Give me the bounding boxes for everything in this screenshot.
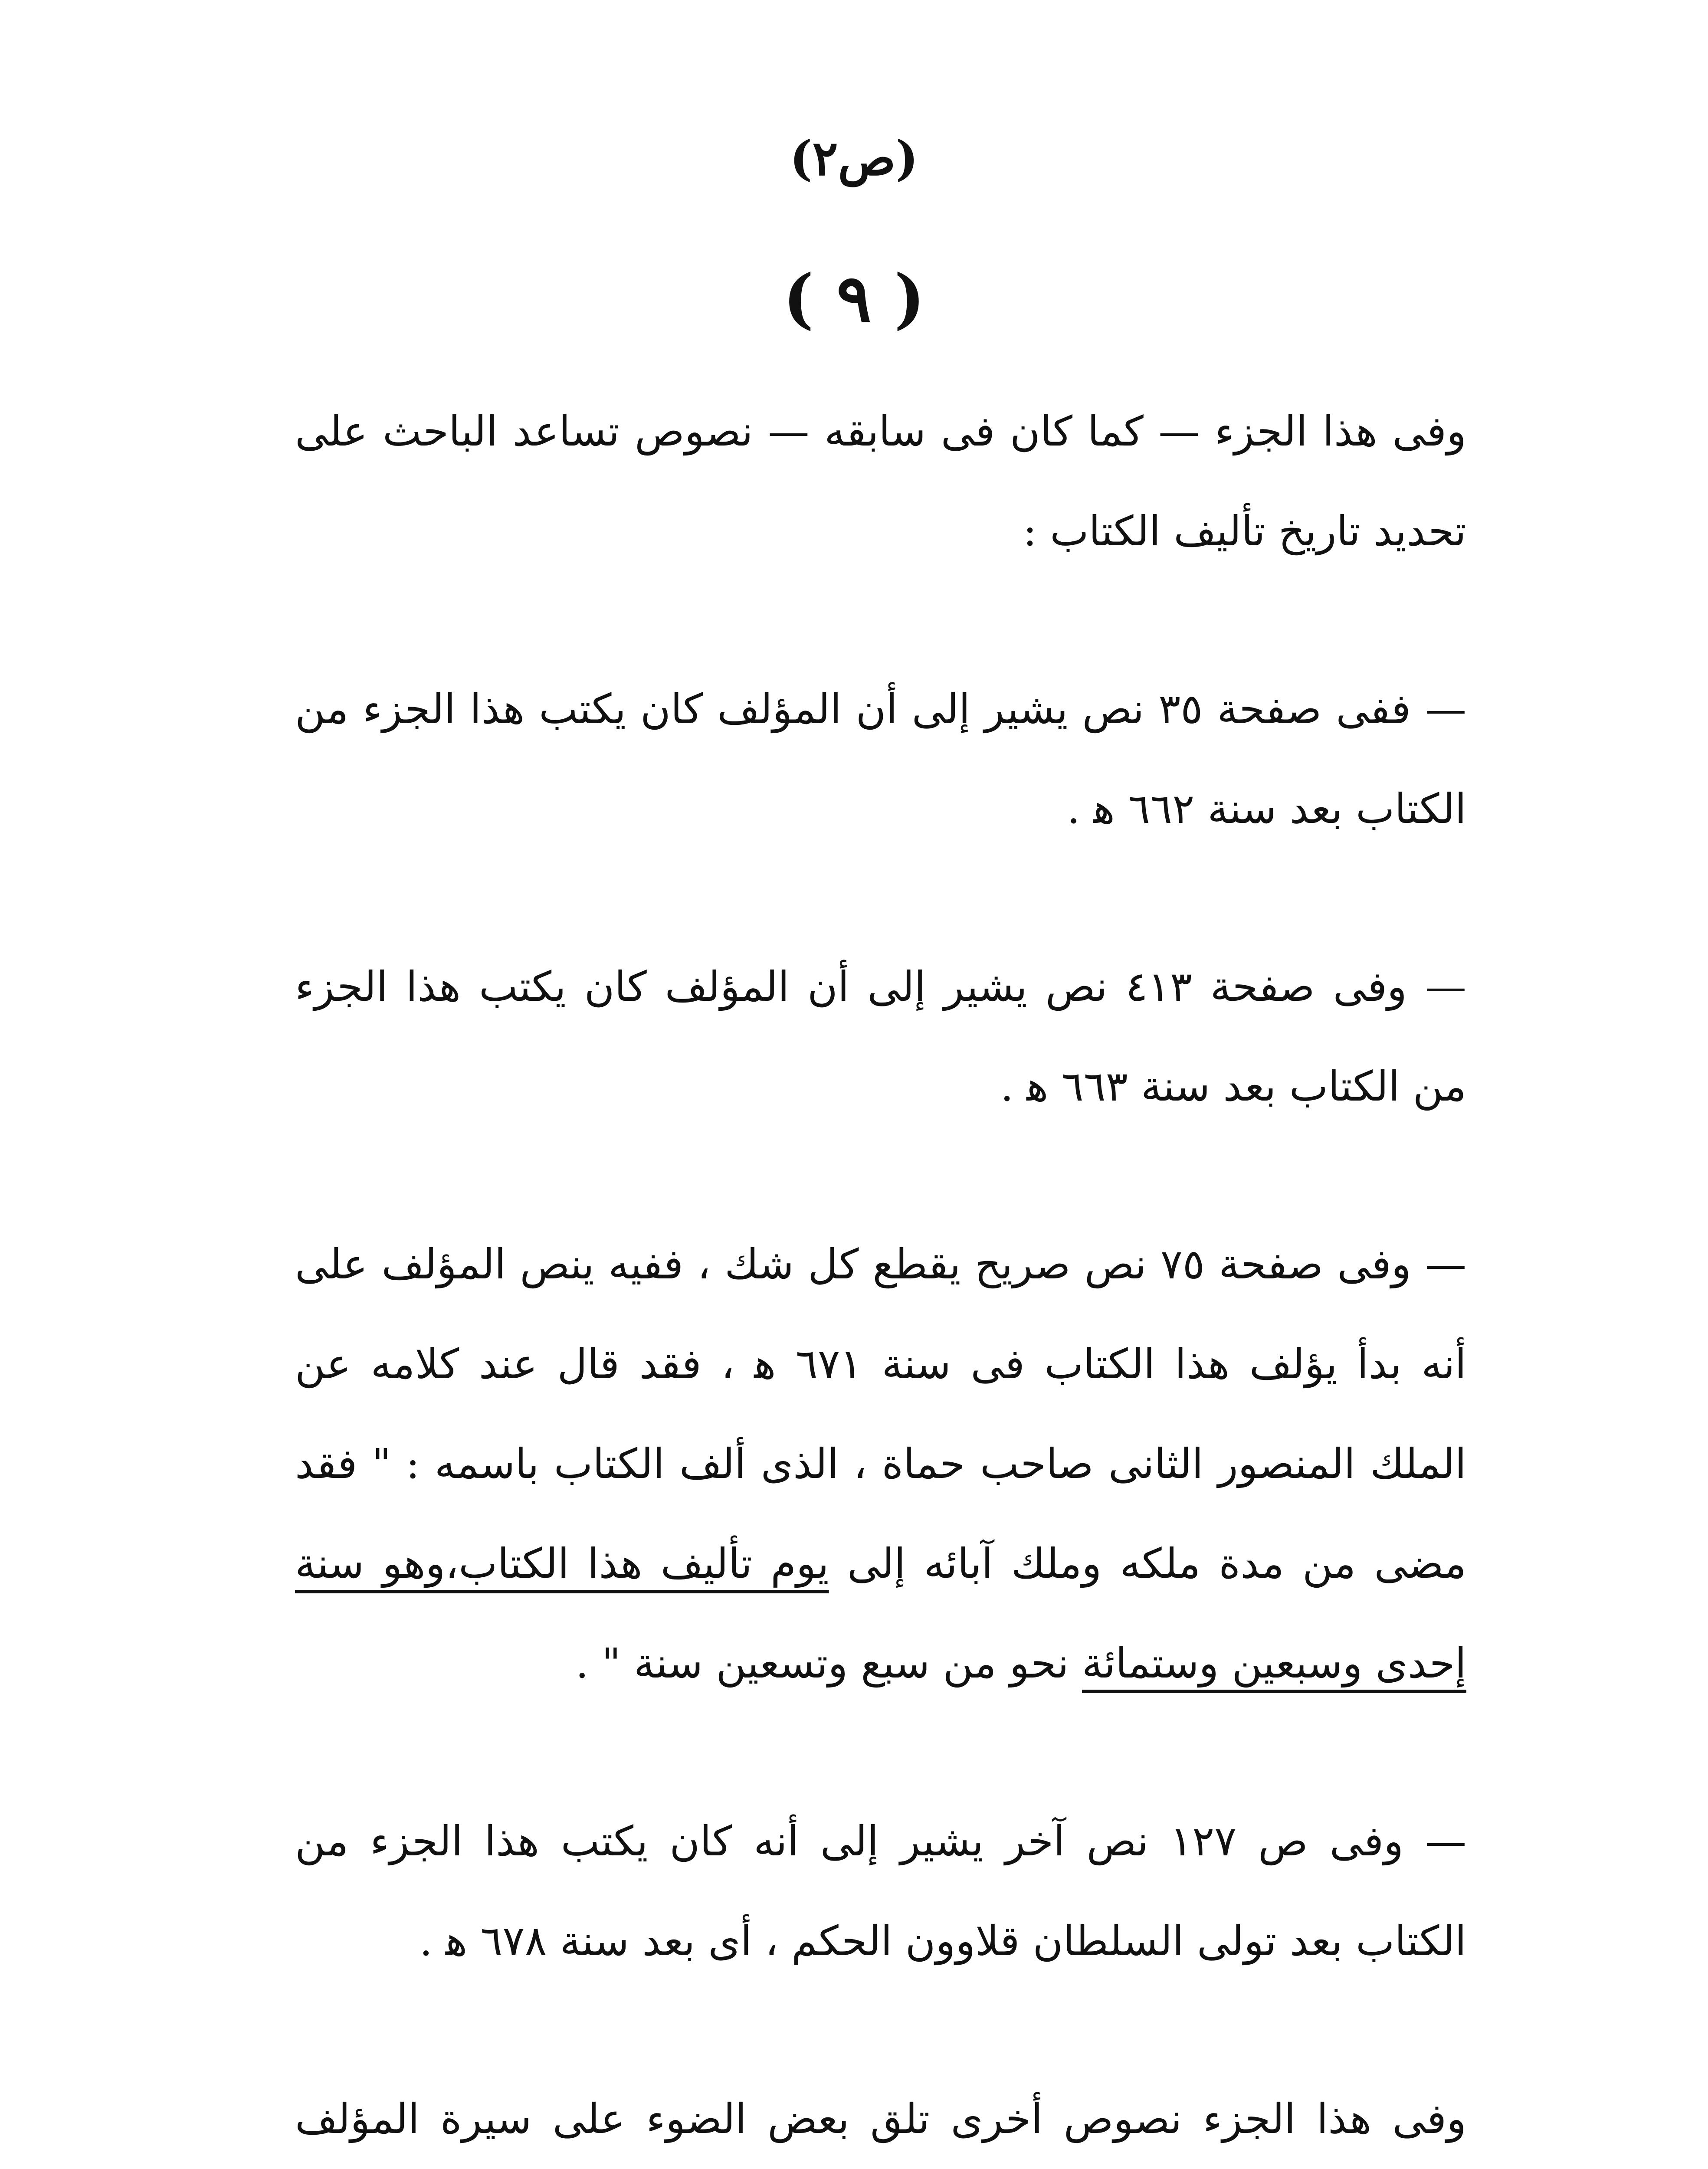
- page-number: ( ٩ ): [783, 260, 925, 337]
- paragraph-page-127: — وفى ص ١٢٧ نص آخر يشير إلى أنه كان يكتب هذا الجزء من الكتاب بعد تولى السلطان قلاوون الحكم ، أى بعد سنة ٦٧٨ ﻫ .: [295, 1818, 1466, 1965]
- header-mark: (ص٢): [790, 130, 918, 186]
- paragraph-page-75-after: نحو من سبع وتسعين سنة " .: [575, 1640, 1082, 1687]
- paragraph-page-75: [295, 1215, 1466, 1714]
- paragraph-page-35: — ففى صفحة ٣٥ نص يشير إلى أن المؤلف كان يكتب هذا الجزء من الكتاب بعد سنة ٦٦٢ ﻫ .: [295, 685, 1466, 833]
- underlined-quote: يوم تأليف هذا الكتاب،وهو سنة إحدى وسبعين وستمائة: [295, 1540, 1466, 1687]
- paragraph-intro: وفى هذا الجزء — كما كان فى سابقه — نصوص تساعد الباحث على تحديد تاريخ تأليف الكتاب :: [295, 408, 1466, 555]
- paragraph-biography: وفى هذا الجزء نصوص أخرى تلق بعض الضوء على سيرة المؤلف: [295, 2095, 1466, 2143]
- paragraph-page-413: — وفى صفحة ٤١٣ نص يشير إلى أن المؤلف كان يكتب هذا الجزء من الكتاب بعد سنة ٦٦٣ ﻫ .: [295, 963, 1466, 1111]
- paragraph-page-75-before: — وفى صفحة ٧٥ نص صريح يقطع كل شك ، ففيه ينص المؤلف على أنه بدأ يؤلف هذا الكتاب فى سنة ٦٧١ ﻫ ، فقد قال عند كلامه عن الملك المنصور الثانى صاحب حماة ، الذى ألف الكتاب باسمه : " فقد مضى من مدة ملكه وملك آبائه إلى: [295, 1241, 1467, 1588]
- body-text: [295, 382, 1466, 2169]
